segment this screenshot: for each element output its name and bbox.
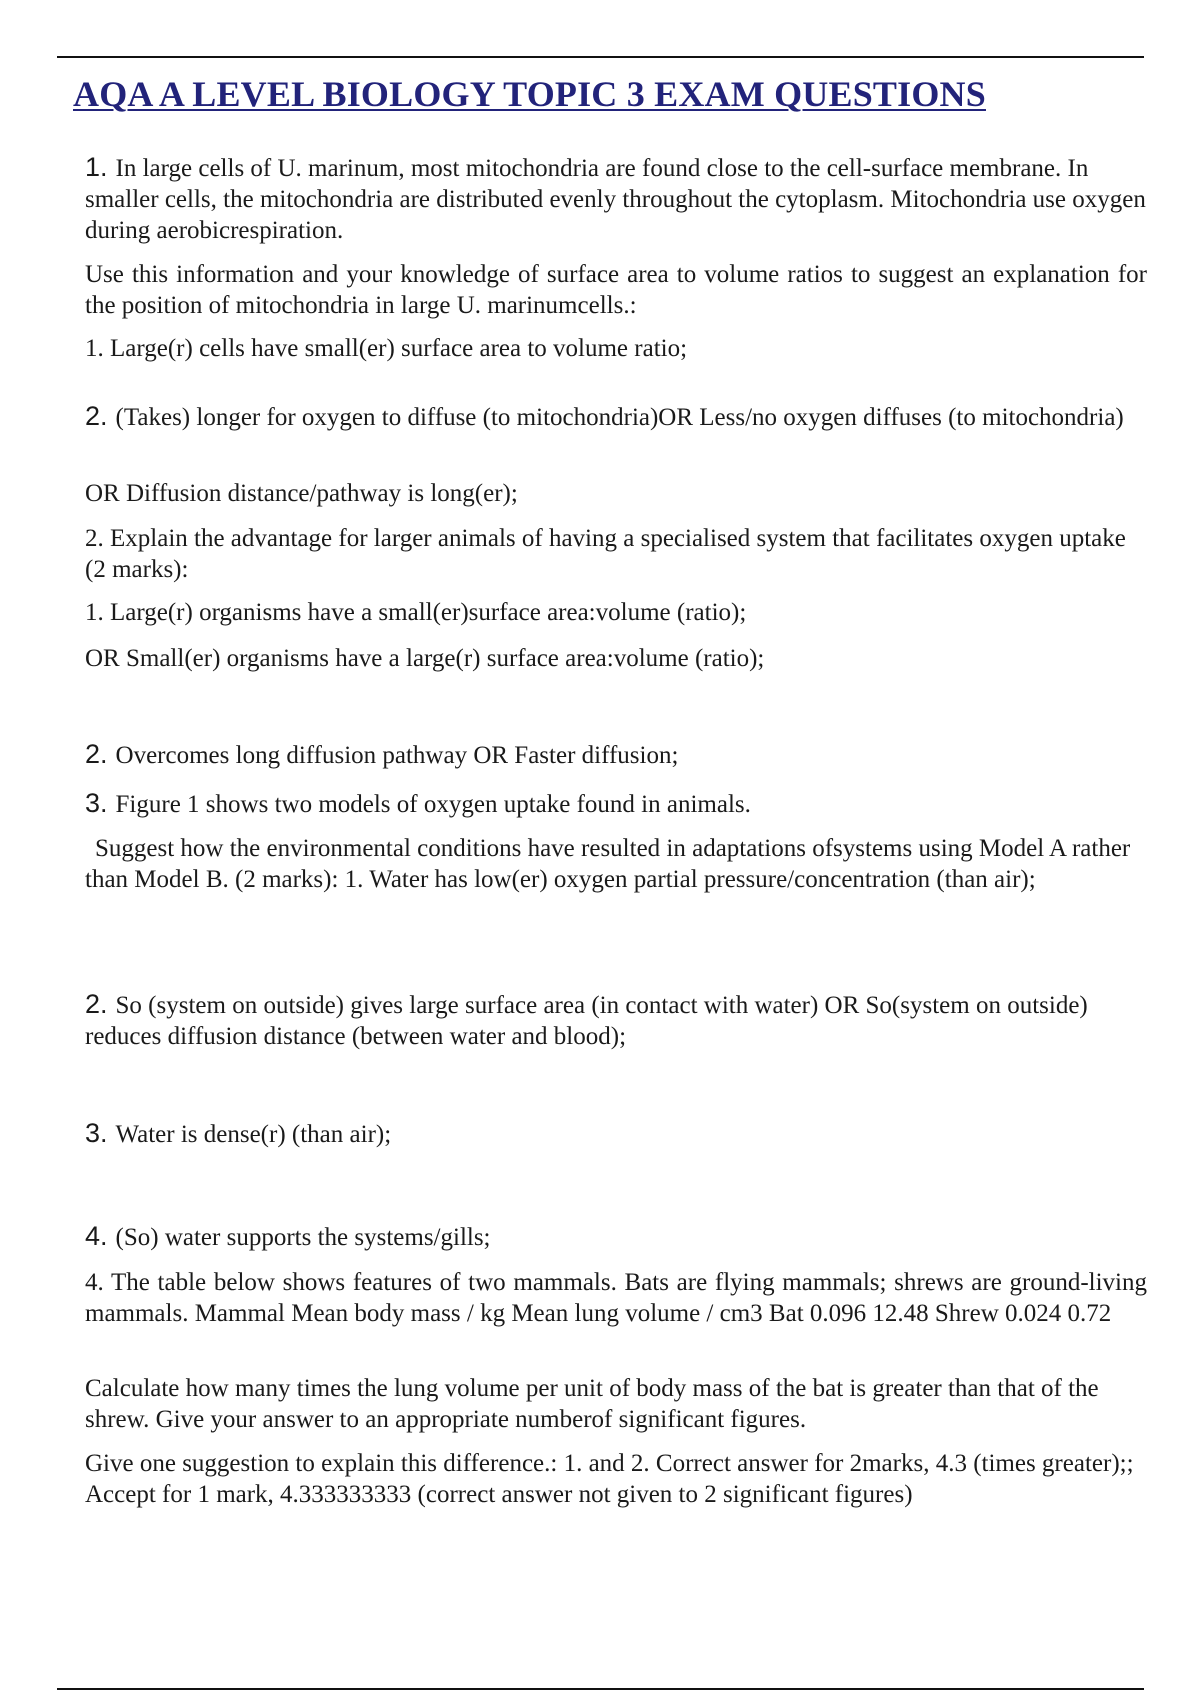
question-3-paragraph	[85, 788, 1147, 820]
item-number: 4.	[85, 1221, 108, 1251]
item-number: 2.	[85, 989, 108, 1019]
paragraph-text: Suggest how the environmental conditions have resulted in adaptations ofsystems using Model A rather than Model B. (2 marks): 1. Water has low(er) oxygen partial pressure/concentration (than air);	[85, 835, 1131, 893]
paragraph-text: 1. Large(r) organisms have a small(er)surface area:volume (ratio);	[85, 599, 747, 626]
paragraph-text: Calculate how many times the lung volume per unit of body mass of the bat is greater than that of the shrew. Give your answer to an appropriate numberof significant figures.	[85, 1375, 1099, 1433]
paragraph-text: In large cells of U. marinum, most mitochondria are found close to the cell-surface membrane. In smaller cells, the mitochondria are distributed evenly throughout the cytoplasm. Mitochondria use oxygen during aerobicrespiration.	[85, 155, 1146, 244]
answer-point	[85, 597, 1147, 628]
question-2-prompt	[85, 523, 1147, 585]
answer-point	[85, 643, 1147, 674]
paragraph-text: 2. Explain the advantage for larger animals of having a specialised system that facilitates oxygen uptake (2 marks):	[85, 525, 1126, 583]
item-number: 2.	[85, 401, 108, 431]
item-number: 3.	[85, 788, 108, 818]
answer-point	[85, 1118, 1147, 1150]
question-4-prompt	[85, 1373, 1147, 1435]
answer-point	[85, 989, 1147, 1052]
paragraph-text: Overcomes long diffusion pathway OR Faster diffusion;	[115, 742, 679, 769]
paragraph-text: Figure 1 shows two models of oxygen uptake found in animals.	[115, 791, 751, 818]
question-1-prompt	[85, 259, 1147, 321]
question-3-prompt	[85, 833, 1147, 895]
answer-point	[85, 1221, 1147, 1253]
item-number: 3.	[85, 1118, 108, 1148]
item-number: 2.	[85, 739, 108, 769]
paragraph-text: OR Diffusion distance/pathway is long(er);	[85, 480, 518, 507]
paragraph-text: (So) water supports the systems/gills;	[115, 1224, 491, 1251]
paragraph-text: 1. Large(r) cells have small(er) surface area to volume ratio;	[85, 335, 688, 362]
answer-point	[85, 333, 1147, 364]
paragraph-text: Water is dense(r) (than air);	[115, 1121, 392, 1148]
item-number: 1.	[85, 152, 108, 182]
paragraph-text: Use this information and your knowledge of surface area to volume ratios to suggest an explanation for the position of mitochondria in large U. marinumcells.:	[85, 261, 1147, 319]
top-rule	[57, 56, 1144, 58]
question-1-paragraph	[85, 152, 1147, 246]
paragraph-text: Give one suggestion to explain this difference.: 1. and 2. Correct answer for 2marks, 4.3 (times greater);; Accept for 1 mark, 4.333333333 (correct answer not given to 2 significant figures)	[85, 1450, 1134, 1508]
answer-point	[85, 478, 1147, 509]
paragraph-text: 4. The table below shows features of two mammals. Bats are flying mammals; shrews are ground-living mammals. Mammal Mean body mass / kg Mean lung volume / cm3 Bat 0.096 12.48 Shrew 0.024 0.72	[85, 1269, 1147, 1327]
paragraph-text: So (system on outside) gives large surface area (in contact with water) OR So(system on outside) reduces diffusion distance (between water and blood);	[85, 992, 1088, 1050]
paragraph-text: OR Small(er) organisms have a large(r) surface area:volume (ratio);	[85, 645, 765, 672]
document-title: AQA A LEVEL BIOLOGY TOPIC 3 EXAM QUESTIONS	[73, 74, 986, 114]
bottom-rule	[57, 1688, 1144, 1690]
paragraph-text: (Takes) longer for oxygen to diffuse (to mitochondria)OR Less/no oxygen diffuses (to mitochondria)	[115, 404, 1124, 431]
answer-point	[85, 401, 1147, 433]
question-4-answer	[85, 1448, 1147, 1510]
answer-point	[85, 739, 1147, 771]
question-4-paragraph	[85, 1267, 1147, 1329]
